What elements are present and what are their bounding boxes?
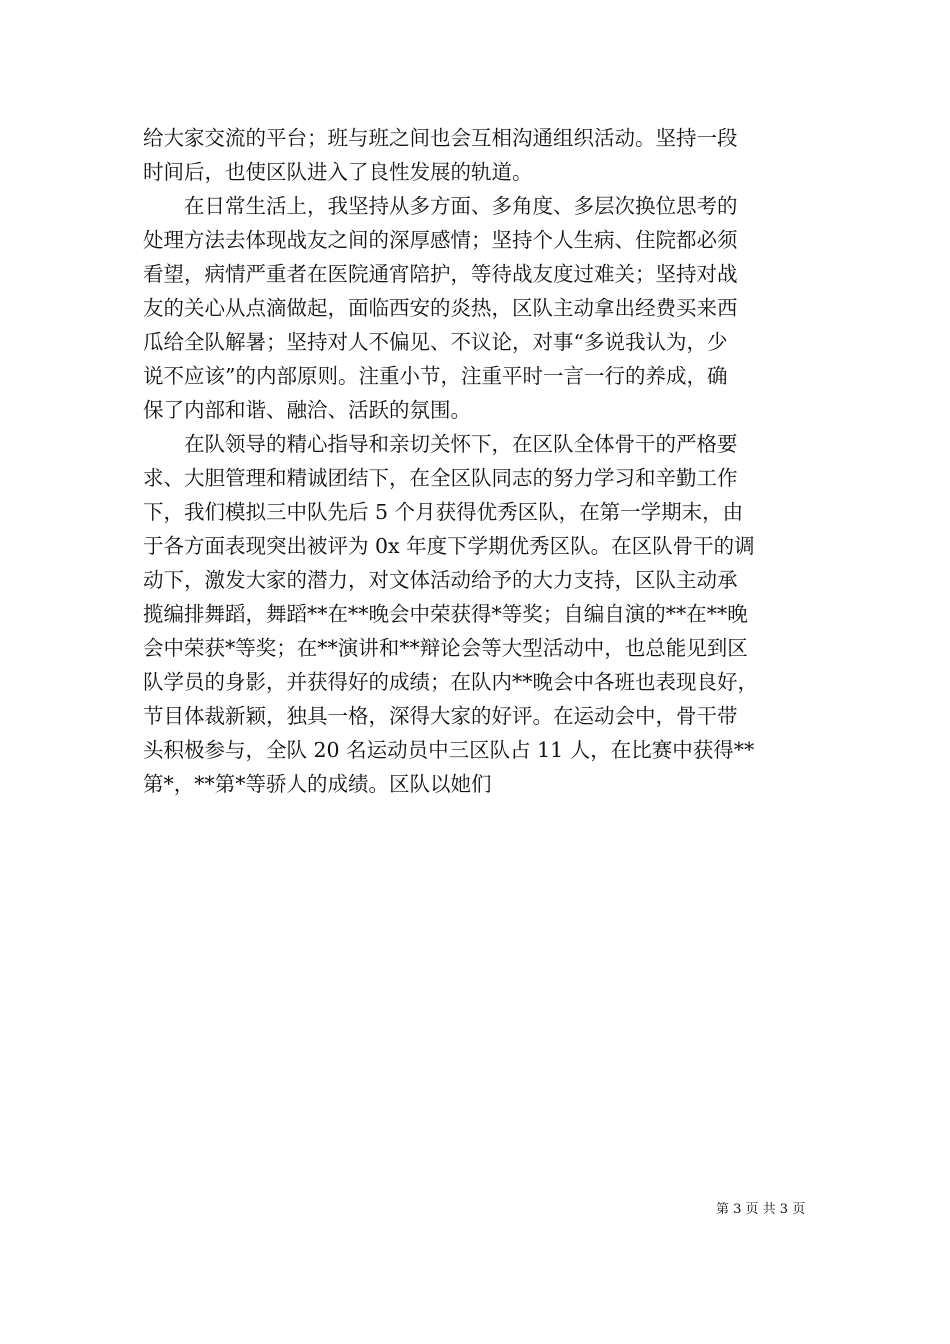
text-line: 在队领导的精心指导和亲切关怀下，在区队全体骨干的严格要 [143,432,738,456]
text-line: 在日常生活上，我坚持从多方面、多角度、多层次换位思考的 [143,194,738,218]
text-line: 保了内部和谐、融洽、活跃的氛围。 [143,398,471,422]
body-text [143,121,813,801]
text-line: 时间后，也使区队进入了良性发展的轨道。 [143,160,533,184]
text-line: 求、大胆管理和精诚团结下，在全区队同志的努力学习和辛勤工作 [143,466,738,490]
text-line: 友的关心从点滴做起，面临西安的炎热，区队主动拿出经费买来西 [143,296,738,320]
text-line: 头积极参与，全队 20 名运动员中三区队占 11 人，在比赛中获得** [143,738,755,762]
text-line: 给大家交流的平台；班与班之间也会互相沟通组织活动。坚持一段 [143,126,738,150]
text-line: 下，我们模拟三中队先后 5 个月获得优秀区队，在第一学期末，由 [143,500,744,524]
text-line: 揽编排舞蹈，舞蹈**在**晚会中荣获得*等奖；自编自演的**在**晚 [143,602,748,626]
text-line: 节目体裁新颖，独具一格，深得大家的好评。在运动会中，骨干带 [143,704,738,728]
text-line: 会中荣获*等奖；在**演讲和**辩论会等大型活动中，也总能见到区 [143,636,748,660]
text-line: 说不应该”的内部原则。注重小节，注重平时一言一行的养成，确 [143,364,728,388]
text-line: 第*，**第*等骄人的成绩。区队以她们 [143,772,492,796]
text-line: 处理方法去体现战友之间的深厚感情；坚持个人生病、住院都必须 [143,228,738,252]
text-line: 看望，病情严重者在医院通宵陪护，等待战友度过难关；坚持对战 [143,262,738,286]
text-line: 队学员的身影，并获得好的成绩；在队内**晚会中各班也表现良好， [143,670,758,694]
text-line: 动下，激发大家的潜力，对文体活动给予的大力支持，区队主动承 [143,568,738,592]
text-line: 瓜给全队解暑；坚持对人不偏见、不议论，对事“多说我认为，少 [143,330,728,354]
text-line: 于各方面表现突出被评为 0x 年度下学期优秀区队。在区队骨干的调 [143,534,755,558]
page-number-footer: 第 3 页 共 3 页 [716,1202,806,1217]
